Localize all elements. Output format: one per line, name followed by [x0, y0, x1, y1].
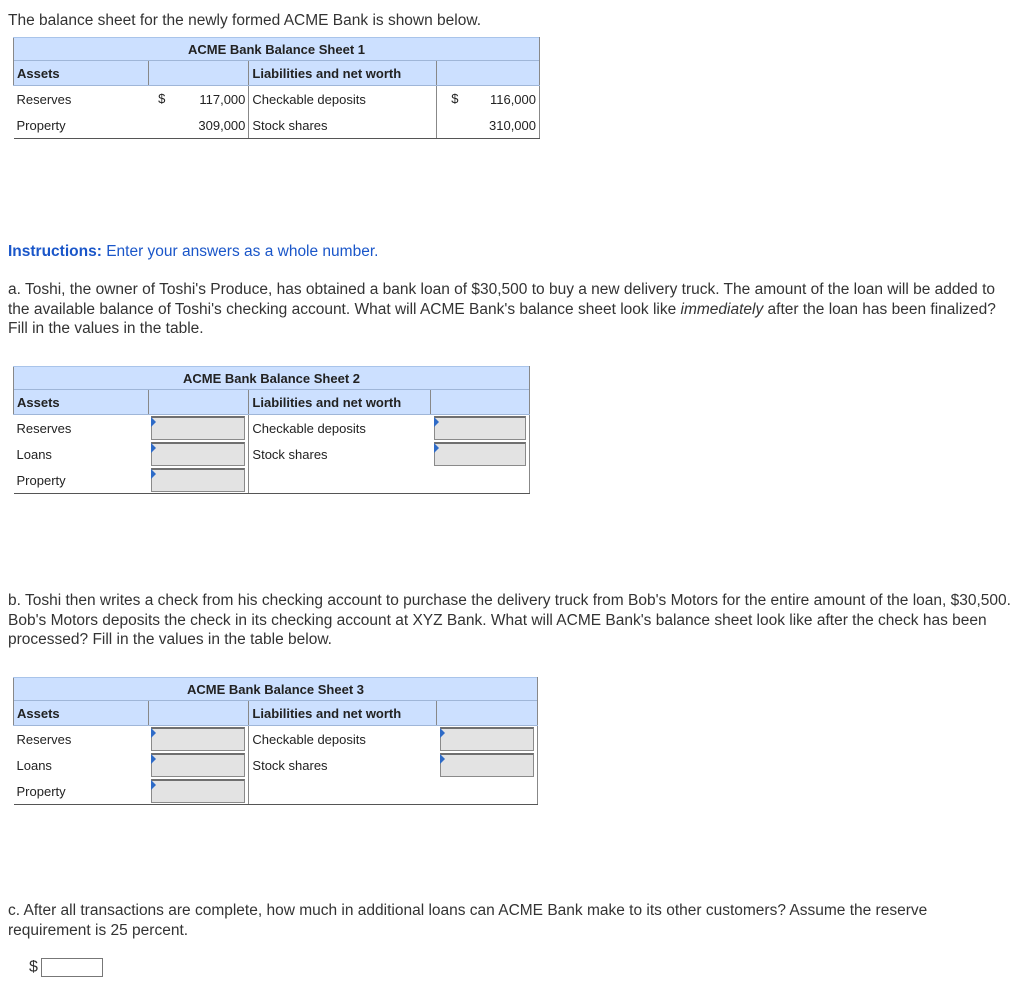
- sheet3-loans-input[interactable]: [151, 753, 245, 777]
- sheet2-reserves-input[interactable]: [151, 416, 245, 440]
- sheet3-liab-header: Liabilities and net worth: [249, 701, 437, 726]
- sheet1-row: [14, 112, 540, 139]
- sheet1-liab-label: Stock shares: [249, 112, 437, 139]
- sheet3-liab-label: Checkable deposits: [249, 726, 437, 753]
- sheet2-assets-header: Assets: [14, 390, 149, 415]
- sheet2-row: [14, 441, 530, 467]
- question-a-text: a. Toshi, the owner of Toshi's Produce, has obtained a bank loan of $30,500 to buy a new delivery truck. The amount of the loan will be added to the available balance of Toshi's checking account. What will ACME Bank's balance sheet look like: [8, 281, 995, 318]
- sheet2-property-input[interactable]: [151, 468, 245, 492]
- sheet3-assets-header: Assets: [14, 701, 149, 726]
- sheet2-asset-label: Loans: [16, 446, 52, 462]
- sheet2-row: [14, 415, 530, 442]
- question-a-emphasis: immediately: [680, 300, 764, 318]
- sheet2-liab-label: Checkable deposits: [249, 415, 431, 442]
- question-a-text-end: after the loan has been finalized? Fill in the values in the table.: [8, 300, 996, 337]
- sheet2-liab-label: Stock shares: [249, 441, 431, 467]
- sheet1-liab-header: Liabilities and net worth: [249, 61, 437, 86]
- question-b: b. Toshi then writes a check from his checking account to purchase the delivery truck from Bob's Motors for the entire amount of the loan, $30,500. Bob's Motors deposits the check in its checking account at XYZ Bank. What will ACME Bank's balance sheet look like after the check has been processed? Fill in the values in the table below.: [8, 592, 1011, 648]
- sheet2-asset-label: Property: [14, 467, 149, 494]
- sheet2-title: ACME Bank Balance Sheet 2: [14, 367, 530, 390]
- question-a: [8, 280, 1013, 339]
- instructions-text: Enter your answers as a whole number.: [106, 243, 379, 260]
- sheet2-loans-input[interactable]: [151, 442, 245, 466]
- sheet1-liab-dollar: $: [451, 91, 459, 106]
- sheet1-row: [14, 86, 540, 113]
- answer-c-row: [29, 958, 103, 977]
- sheet3-row: [14, 778, 538, 805]
- sheet3-row: [14, 752, 538, 778]
- sheet3-asset-label: Reserves: [16, 731, 72, 747]
- sheet2-asset-label: Reserves: [16, 420, 72, 436]
- sheet3-title: ACME Bank Balance Sheet 3: [14, 678, 538, 701]
- balance-sheet-3: [13, 677, 538, 805]
- sheet3-asset-label: Loans: [16, 757, 52, 773]
- sheet1-asset-dollar: $: [158, 91, 166, 106]
- sheet3-property-input[interactable]: [151, 779, 245, 803]
- sheet1-asset-label: Reserves: [16, 91, 72, 107]
- sheet2-checkable-deposits-input[interactable]: [434, 416, 526, 440]
- sheet1-liab-value: 310,000: [437, 112, 540, 139]
- sheet3-reserves-input[interactable]: [151, 727, 245, 751]
- sheet1-asset-value: 117,000: [199, 91, 246, 107]
- sheet1-liab-value: 116,000: [489, 91, 536, 107]
- intro-text: The balance sheet for the newly formed ACME Bank is shown below.: [8, 12, 481, 29]
- sheet2-row: [14, 467, 530, 494]
- sheet2-liab-header: Liabilities and net worth: [249, 390, 431, 415]
- balance-sheet-2: [13, 366, 530, 494]
- sheet3-checkable-deposits-input[interactable]: [440, 727, 534, 751]
- sheet3-liab-label: Stock shares: [249, 752, 437, 778]
- sheet2-stock-shares-input[interactable]: [434, 442, 526, 466]
- sheet3-asset-label: Property: [14, 778, 149, 805]
- answer-c-currency: $: [29, 958, 38, 976]
- question-c: c. After all transactions are complete, how much in additional loans can ACME Bank make to its other customers? Assume the reserve requirement is 25 percent.: [8, 902, 928, 939]
- sheet1-asset-label: Property: [14, 112, 149, 139]
- balance-sheet-1: [13, 37, 540, 139]
- sheet1-assets-header: Assets: [14, 61, 149, 86]
- answer-c-input[interactable]: [41, 958, 103, 977]
- sheet1-title: ACME Bank Balance Sheet 1: [14, 38, 540, 61]
- instructions: [8, 242, 1013, 262]
- sheet3-row: [14, 726, 538, 753]
- instructions-label: Instructions:: [8, 243, 102, 260]
- sheet1-asset-value: 309,000: [148, 112, 249, 139]
- sheet1-liab-label: Checkable deposits: [249, 86, 437, 113]
- sheet3-stock-shares-input[interactable]: [440, 753, 534, 777]
